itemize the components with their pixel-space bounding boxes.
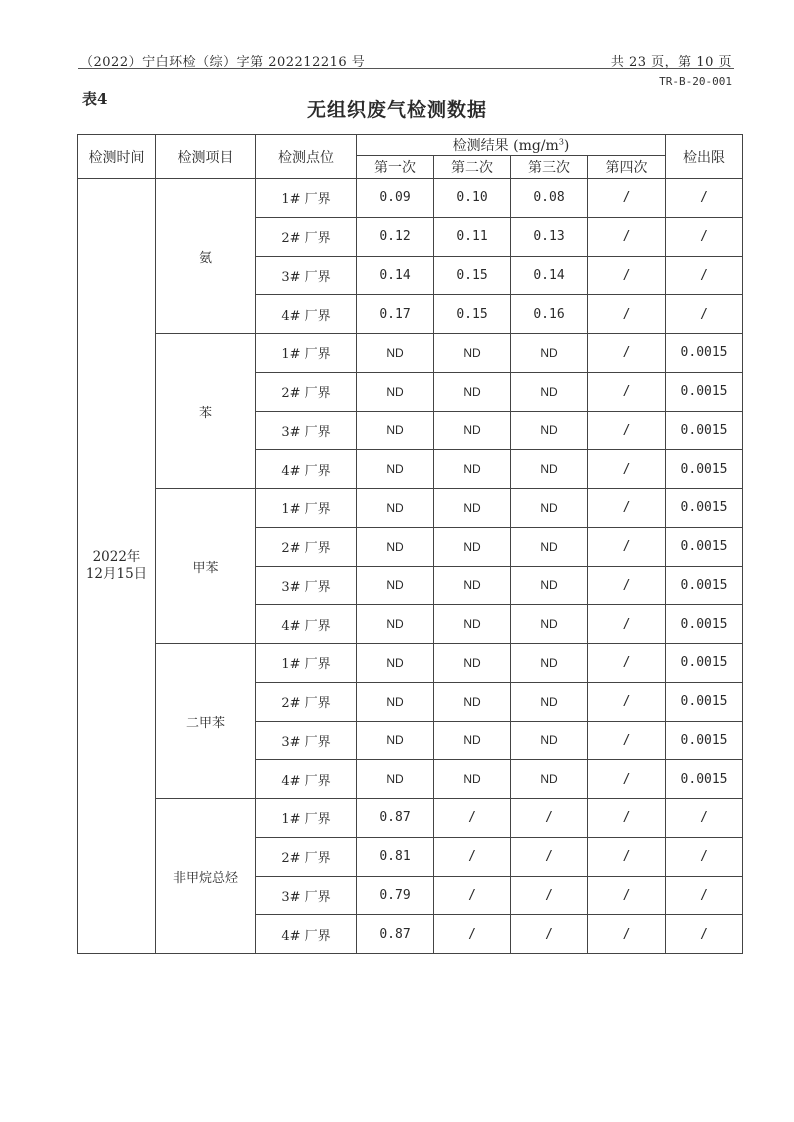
point-cell: 4# 厂界 <box>256 760 357 799</box>
run3-cell: 0.08 <box>511 179 588 218</box>
run3-cell: ND <box>511 721 588 760</box>
run3-cell: / <box>511 837 588 876</box>
run1-cell: 0.14 <box>357 256 434 295</box>
results-label-close: ) <box>563 138 570 154</box>
run2-cell: ND <box>434 450 511 489</box>
limit-cell: 0.0015 <box>666 334 743 373</box>
run1-cell: ND <box>357 372 434 411</box>
run4-cell: / <box>588 527 666 566</box>
run2-cell: ND <box>434 489 511 528</box>
limit-cell: / <box>666 837 743 876</box>
limit-cell: 0.0015 <box>666 450 743 489</box>
date-year: 2022年 <box>92 549 141 565</box>
run4-cell: / <box>588 915 666 954</box>
run3-cell: ND <box>511 566 588 605</box>
run4-cell: / <box>588 760 666 799</box>
run2-cell: 0.15 <box>434 295 511 334</box>
run1-cell: 0.17 <box>357 295 434 334</box>
run4-cell: / <box>588 411 666 450</box>
run2-cell: 0.11 <box>434 217 511 256</box>
table-row <box>78 489 743 528</box>
table-row <box>78 799 743 838</box>
run3-cell: / <box>511 799 588 838</box>
point-cell: 1# 厂界 <box>256 334 357 373</box>
run2-cell: 0.10 <box>434 179 511 218</box>
item-cell: 氨 <box>156 179 256 334</box>
run2-cell: / <box>434 837 511 876</box>
point-cell: 4# 厂界 <box>256 605 357 644</box>
point-cell: 1# 厂界 <box>256 179 357 218</box>
limit-cell: 0.0015 <box>666 644 743 683</box>
form-code: TR-B-20-001 <box>659 75 732 88</box>
run4-cell: / <box>588 566 666 605</box>
item-cell: 非甲烷总烃 <box>156 799 256 954</box>
limit-cell: 0.0015 <box>666 760 743 799</box>
point-cell: 3# 厂界 <box>256 566 357 605</box>
run4-cell: / <box>588 179 666 218</box>
point-cell: 1# 厂界 <box>256 799 357 838</box>
run2-cell: ND <box>434 644 511 683</box>
run1-cell: ND <box>357 489 434 528</box>
date-cell <box>78 179 156 954</box>
run4-cell: / <box>588 295 666 334</box>
run3-cell: ND <box>511 489 588 528</box>
limit-cell: / <box>666 915 743 954</box>
date-day: 12月15日 <box>85 566 148 582</box>
run1-cell: ND <box>357 721 434 760</box>
point-cell: 3# 厂界 <box>256 411 357 450</box>
run2-cell: / <box>434 799 511 838</box>
point-cell: 3# 厂界 <box>256 721 357 760</box>
run3-cell: 0.16 <box>511 295 588 334</box>
run1-cell: 0.81 <box>357 837 434 876</box>
run4-cell: / <box>588 721 666 760</box>
run1-cell: 0.12 <box>357 217 434 256</box>
results-label: 检测结果 (mg/m <box>452 138 559 154</box>
point-cell: 2# 厂界 <box>256 527 357 566</box>
run1-cell: 0.87 <box>357 915 434 954</box>
run2-cell: 0.15 <box>434 256 511 295</box>
run1-cell: ND <box>357 605 434 644</box>
monitoring-data-table <box>77 134 743 954</box>
item-cell: 苯 <box>156 334 256 489</box>
run3-cell: ND <box>511 372 588 411</box>
run3-cell: ND <box>511 605 588 644</box>
col-header-run1: 第一次 <box>357 156 434 179</box>
run4-cell: / <box>588 644 666 683</box>
header-row <box>78 135 743 156</box>
run3-cell: ND <box>511 527 588 566</box>
results-unit-exponent: 3 <box>558 137 564 147</box>
run4-cell: / <box>588 489 666 528</box>
run1-cell: ND <box>357 644 434 683</box>
run2-cell: ND <box>434 721 511 760</box>
limit-cell: / <box>666 179 743 218</box>
run4-cell: / <box>588 256 666 295</box>
run4-cell: / <box>588 372 666 411</box>
run2-cell: ND <box>434 411 511 450</box>
limit-cell: / <box>666 799 743 838</box>
limit-cell: / <box>666 217 743 256</box>
limit-cell: 0.0015 <box>666 527 743 566</box>
col-header-run2: 第二次 <box>434 156 511 179</box>
point-cell: 2# 厂界 <box>256 682 357 721</box>
run3-cell: 0.14 <box>511 256 588 295</box>
run3-cell: / <box>511 915 588 954</box>
run4-cell: / <box>588 334 666 373</box>
run1-cell: ND <box>357 527 434 566</box>
header-divider <box>78 68 734 69</box>
limit-cell: 0.0015 <box>666 489 743 528</box>
col-header-point: 检测点位 <box>256 135 357 179</box>
run4-cell: / <box>588 799 666 838</box>
run4-cell: / <box>588 217 666 256</box>
run2-cell: / <box>434 915 511 954</box>
run3-cell: ND <box>511 411 588 450</box>
limit-cell: / <box>666 256 743 295</box>
table-row <box>78 179 743 218</box>
limit-cell: 0.0015 <box>666 682 743 721</box>
limit-cell: 0.0015 <box>666 566 743 605</box>
run4-cell: / <box>588 605 666 644</box>
run2-cell: ND <box>434 760 511 799</box>
run2-cell: ND <box>434 372 511 411</box>
col-header-time: 检测时间 <box>78 135 156 179</box>
run3-cell: ND <box>511 644 588 683</box>
run2-cell: / <box>434 876 511 915</box>
limit-cell: / <box>666 295 743 334</box>
point-cell: 1# 厂界 <box>256 489 357 528</box>
run1-cell: 0.87 <box>357 799 434 838</box>
run4-cell: / <box>588 682 666 721</box>
item-cell: 二甲苯 <box>156 644 256 799</box>
point-cell: 2# 厂界 <box>256 217 357 256</box>
run3-cell: ND <box>511 760 588 799</box>
col-header-run3: 第三次 <box>511 156 588 179</box>
table-row <box>78 644 743 683</box>
run1-cell: 0.09 <box>357 179 434 218</box>
run2-cell: ND <box>434 334 511 373</box>
point-cell: 1# 厂界 <box>256 644 357 683</box>
run2-cell: ND <box>434 605 511 644</box>
point-cell: 3# 厂界 <box>256 876 357 915</box>
col-header-item: 检测项目 <box>156 135 256 179</box>
limit-cell: 0.0015 <box>666 411 743 450</box>
page-indicator: 共 23 页，第 10 页 <box>610 55 732 70</box>
point-cell: 2# 厂界 <box>256 372 357 411</box>
run3-cell: ND <box>511 450 588 489</box>
col-header-run4: 第四次 <box>588 156 666 179</box>
run1-cell: ND <box>357 760 434 799</box>
run1-cell: ND <box>357 566 434 605</box>
table-row <box>78 334 743 373</box>
run1-cell: ND <box>357 682 434 721</box>
run1-cell: ND <box>357 334 434 373</box>
run2-cell: ND <box>434 682 511 721</box>
run3-cell: 0.13 <box>511 217 588 256</box>
run1-cell: 0.79 <box>357 876 434 915</box>
point-cell: 4# 厂界 <box>256 450 357 489</box>
point-cell: 4# 厂界 <box>256 295 357 334</box>
point-cell: 2# 厂界 <box>256 837 357 876</box>
run1-cell: ND <box>357 450 434 489</box>
table-number: 表4 <box>82 90 108 108</box>
item-cell: 甲苯 <box>156 489 256 644</box>
limit-cell: 0.0015 <box>666 372 743 411</box>
run1-cell: ND <box>357 411 434 450</box>
document-reference: （2022）宁白环检（综）字第 202212216 号 <box>80 55 366 70</box>
col-header-limit: 检出限 <box>666 135 743 179</box>
run3-cell: / <box>511 876 588 915</box>
run2-cell: ND <box>434 527 511 566</box>
limit-cell: 0.0015 <box>666 605 743 644</box>
col-header-results <box>357 135 666 156</box>
table-body <box>78 179 743 954</box>
table-title: 无组织废气检测数据 <box>306 99 487 121</box>
limit-cell: / <box>666 876 743 915</box>
run2-cell: ND <box>434 566 511 605</box>
run4-cell: / <box>588 876 666 915</box>
run3-cell: ND <box>511 682 588 721</box>
point-cell: 3# 厂界 <box>256 256 357 295</box>
run4-cell: / <box>588 837 666 876</box>
point-cell: 4# 厂界 <box>256 915 357 954</box>
run4-cell: / <box>588 450 666 489</box>
run3-cell: ND <box>511 334 588 373</box>
limit-cell: 0.0015 <box>666 721 743 760</box>
